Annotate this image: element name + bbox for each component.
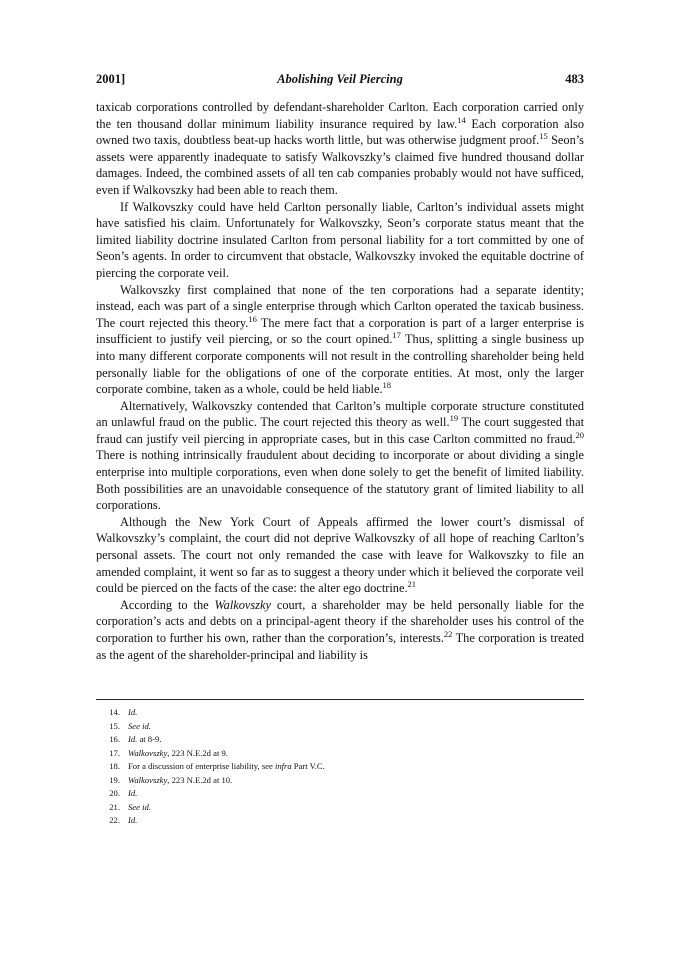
paragraph xyxy=(96,282,584,398)
footnote-reference: 17 xyxy=(392,330,401,341)
text-run: Part V.C. xyxy=(291,761,325,771)
footnote-number: 18. xyxy=(109,761,120,771)
footnote-reference: 15 xyxy=(539,131,548,142)
text-run: , 223 N.E.2d at 10. xyxy=(167,774,233,785)
text-run: taxicab corporations controlled by defendant-shareholder Carlton. Each corporation carried only the ten thousand dollar minimum liability insurance required by law. xyxy=(96,100,584,131)
italic-text: Walkovszky xyxy=(214,597,271,612)
footnote xyxy=(96,774,584,788)
text-run: Thus, splitting a single business up into many different corporate components will not result in the controlling shareholder being held personally liable for the obligations of one of the corporate entities. At most, only the larger corporate combine, taken as a whole, could be held liable. xyxy=(96,332,584,397)
footnote-reference: 19 xyxy=(449,413,459,424)
italic-text: Id. xyxy=(128,815,138,825)
text-run: The court suggested that fraud can justify veil piercing in appropriate cases, but in this case Carlton committed no fraud. xyxy=(96,415,584,446)
italic-text: Id. xyxy=(128,707,138,717)
text-run: There is nothing intrinsically fraudulent about deciding to incorporate or about dividing a single enterprise into multiple corporations, even when done solely to get the benefit of limited liability. Both possibilities are an unavoidable consequence of the statutory grant of limited liability to all corporations. xyxy=(96,448,584,513)
italic-text: Walkovszky xyxy=(128,774,168,785)
footnote xyxy=(96,733,584,747)
footnote-number: 17. xyxy=(109,747,120,758)
footnote xyxy=(96,706,584,720)
italic-text: Id. xyxy=(128,788,138,798)
footnote-reference: 18 xyxy=(382,380,392,391)
text-run: Walkovszky first complained that none of the ten corporations had a separate identity; instead, each was part of a single enterprise through which Carlton operated the taxicab business. The court rejected this theory. xyxy=(96,282,584,330)
footnote xyxy=(96,801,584,815)
italic-text: Id. xyxy=(128,734,138,744)
text-run: According to the xyxy=(120,597,215,612)
footnotes xyxy=(96,706,584,828)
paragraph xyxy=(96,597,584,663)
italic-text: Walkovszky xyxy=(128,747,168,758)
footnote xyxy=(96,814,584,828)
text-run: If Walkovszky could have held Carlton personally liable, Carlton’s individual assets might have satisfied his claim. Unfortunately for Walkovszky, Seon’s corporate status meant that the limited liability doctrine insulated Carlton from personal liability for a tort committed by one of Seon’s agents. In order to circumvent that obstacle, Walkovszky invoked the equitable doctrine of piercing the corporate veil. xyxy=(96,199,584,280)
footnote-number: 22. xyxy=(109,815,120,825)
italic-text: See id. xyxy=(128,801,151,812)
body-text xyxy=(96,99,584,663)
footnote-number: 14. xyxy=(109,707,120,717)
italic-text: See id. xyxy=(128,720,151,731)
footnote xyxy=(96,760,584,774)
footnote-divider xyxy=(96,699,584,700)
footnote-reference: 16 xyxy=(248,313,257,324)
footnote xyxy=(96,747,584,761)
italic-text: infra xyxy=(274,761,292,771)
text-run: Although the New York Court of Appeals affirmed the lower court’s dismissal of Walkovszky’s complaint, the court did not deprive Walkovszky of all hope of reaching Carlton’s personal assets. The court not only remanded the case with leave for Walkovszky to file an amended complaint, it went so far as to suggest a theory under which it believed the corporate veil could be pierced on the facts of the case: the alter ego doctrine. xyxy=(96,514,584,596)
running-header xyxy=(96,72,584,90)
text-run: Seon’s assets were apparently inadequate to satisfy Walkovszky’s claimed five hundred thousand dollar damages. Indeed, the combined assets of all ten cab companies probably would not have sufficed, even if Walkovszky had been able to reach them. xyxy=(96,133,584,197)
text-run: Each corporation also owned two taxis, doubtless beat-up hacks worth little, but was otherwise judgment proof. xyxy=(96,116,584,148)
text-run: For a discussion of enterprise liability, see xyxy=(128,761,275,771)
footnote xyxy=(96,787,584,801)
footnote-number: 19. xyxy=(109,774,120,785)
text-run: , 223 N.E.2d at 9. xyxy=(167,747,228,758)
paragraph xyxy=(96,398,584,514)
footnote-reference: 20 xyxy=(575,429,584,440)
footnote-number: 16. xyxy=(109,734,120,744)
footnote-reference: 14 xyxy=(457,114,466,125)
footnote-number: 21. xyxy=(109,801,120,812)
text-run: court, a shareholder may be held personally liable for the corporation’s acts and debts on a principal-agent theory if the shareholder uses his control of the corporation to further his own, rather than the corporation’s, interests. xyxy=(96,597,584,645)
header-year: 2001] xyxy=(96,72,126,86)
text-run: Alternatively, Walkovszky contended that Carlton’s multiple corporate structure constituted an unlawful fraud on the public. The court rejected this theory as well. xyxy=(96,398,584,430)
header-title: Abolishing Veil Piercing xyxy=(277,72,403,86)
footnote xyxy=(96,720,584,734)
text-run: The corporation is treated as the agent of the shareholder-principal and liability is xyxy=(96,631,584,662)
paragraph xyxy=(96,199,584,282)
text-run: The mere fact that a corporation is part of a larger enterprise is insufficient to justify veil piercing, or so the court opined. xyxy=(96,315,584,347)
footnote-number: 15. xyxy=(109,720,120,731)
footnote-reference: 22 xyxy=(443,629,453,639)
text-run: at 8-9. xyxy=(137,734,162,744)
page-number: 483 xyxy=(565,72,584,86)
footnote-reference: 21 xyxy=(407,579,417,590)
footnote-number: 20. xyxy=(109,788,120,798)
paragraph xyxy=(96,99,584,199)
paragraph xyxy=(96,514,584,597)
